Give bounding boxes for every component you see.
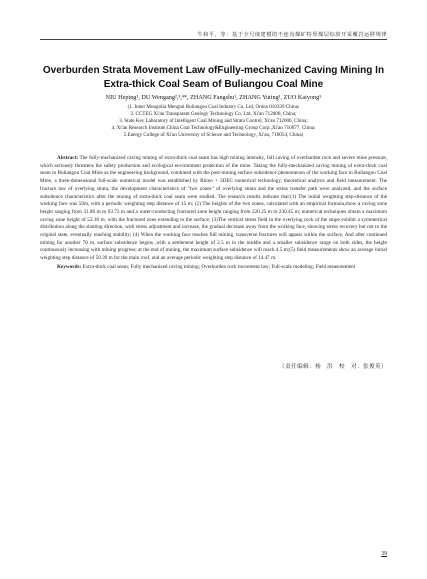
keywords-label: Keywords: — [57, 263, 82, 270]
abstract-block — [40, 155, 387, 272]
affiliation-list — [40, 104, 387, 139]
affiliation-line: (1. Inner Mongolia Mengtai Buliangou Coal Industry Co, Ltd, Ordos 010339 China; — [127, 104, 300, 110]
abstract-paragraph — [40, 155, 387, 263]
affiliation-line: 3. State Key Laboratory of Intelligent Coal Mining and Strata Control, Xi'an 712000, China; — [119, 118, 308, 124]
abstract-text: The fully-mechanized caving mining of extra-thick coal seam has high mining intensity, full caving of overburden rock and severe mine pressure, which seriously threatens the safety production and ecological environment protection of the mine. Taking the fully-mechanized caving mining of extra-thick coal seam in Buliangou Coal Mine as the engineering background, combined with the post-mining surface subsidence phenomenon of the working face in Buliangou Coal Mine, a three-dimensional full-scale numerical model was established by Rhino + 3DEC numerical technology, theoretical analysis and field measurement. The fracture law of overlying strata, the development characteristics of "two zones" of overlying strata and the stress transfer path were analyzed, and the surface subsidence characteristics after the mining of extra-thick coal seam were studied. The research results indicate that:(1) The initial weighting step-distance of the working face was 50m, with a periodic weighting step distance of 15 m; (2) The heights of the two zones, calculated with an empirical formula,show a caving zone height ranging from 31.86 m to 63.72 m and a water-conducting fractured zone height ranging from 220.25 m to 230.45 m; numerical techniques obtain a maximum caving zone height of 52.30 m, with the fractured zone extending to the surface; (3)The vertical stress field in the overlying rock of the stope exhibit a symmetrical distribution along the slanting direction, with stress adjustment and increase, the gradual decrease away from the working face, showing stress recovery but not to the original state, eventually reaching stability; (4) When the working face reaches full mining, transverse fractures will appear within the surface, And after continued mining for another 70 m, surface subsidence begins ,with a settlement height of 2.5 m in the middle and a smaller subsidence range on both sides, the height continuously increasing with mining progress; at the end of mining, the maximum surface subsidence will reach 4.5 m;(5) field measurements show an average initial weighting step distance of 50.39 m for the main roof, and an average periodic weighting step distance of 14.47 m. — [40, 155, 388, 262]
abstract-label: Abstract: — [57, 155, 79, 161]
title-block — [40, 64, 387, 139]
page-number: 39 — [381, 551, 387, 557]
affiliation-line: 2. CCTEG Xi'an Transparent Geology Technology Co, Ltd, Xi'an 712000, China; — [130, 111, 297, 117]
keywords-text: Extra-thick coal seam; Fully mechanized caving mining; Overburden rock movement law; Full-scale modeling; Field measurement — [82, 263, 356, 270]
running-head-rule — [40, 39, 387, 40]
title-line-1: Overburden Strata Movement Law ofFully-mechanized Caving Mining In — [42, 65, 385, 76]
editor-credit: （责任编辑：杨 洪 校 对：张俊英） — [279, 364, 387, 370]
affiliation-line: 5.Energy College of Xi'an University of Science and Technology, Xi'an, 710054, China) — [123, 132, 304, 138]
keywords-paragraph — [40, 264, 387, 272]
title-line-2: Extra-thick Coal Seam of Buliangou Coal Mine — [103, 78, 324, 90]
running-head: 牛和平，等：基于全尺度建模的不连沟煤矿特厚煤层综放开采覆岩运移规律 — [197, 32, 387, 38]
affiliation-line: 4. Xi'an Research Institute,China Coal Technology&Engineering Group Corp.,Xi'an 710077, China; — [111, 125, 316, 131]
author-list: NIU Heping¹, DU Wengang²,³,⁴*, ZHANG Fangshu¹, ZHANG Yuting¹, ZUO Kaiyong⁵ — [105, 94, 322, 101]
